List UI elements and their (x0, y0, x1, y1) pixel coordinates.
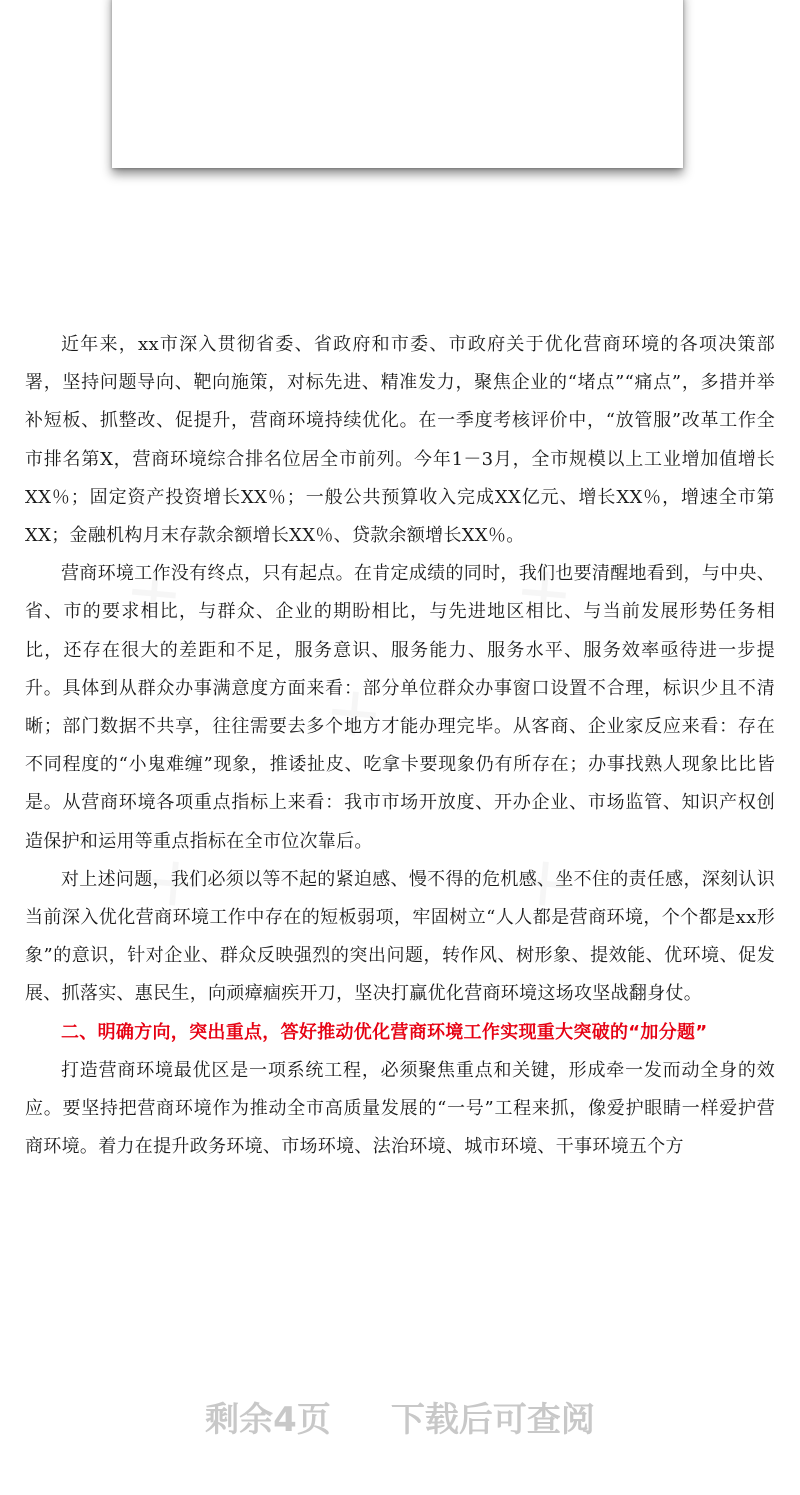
section-heading: 二、明确方向，突出重点，答好推动优化营商环境工作实现重大突破的“加分题” (61, 1021, 708, 1043)
previous-page-card (112, 0, 683, 168)
download-prompt[interactable] (0, 1392, 800, 1441)
download-hint-label: 下载后可查阅 (390, 1400, 595, 1440)
paragraph-4: 打造营商环境最优区是一项系统工程，必须聚焦重点和关键，形成牵一发而动全身的效应。要坚持把营商环境作为推动全市高质量发展的“一号”工程来抓，像爱护眼睛一样爱护营商环境。着力在提升政务环境、市场环境、法治环境、城市环境、干事环境五个方 (25, 1059, 775, 1158)
remaining-pages-label: 剩余4页 (205, 1400, 331, 1440)
paragraph-2: 营商环境工作没有终点，只有起点。在肯定成绩的同时，我们也要清醒地看到，与中央、省、市的要求相比，与群众、企业的期盼相比，与先进地区相比、与当前发展形势任务相比，还存在很大的差距和不足，服务意识、服务能力、服务水平、服务效率亟待进一步提升。具体到从群众办事满意度方面来看：部分单位群众办事窗口设置不合理，标识少且不清晰；部门数据不共享，往往需要去多个地方才能办理完毕。从客商、企业家反应来看：存在不同程度的“小鬼难缠”现象，推诿扯皮、吃拿卡要现象仍有所存在；办事找熟人现象比比皆是。从营商环境各项重点指标上来看：我市市场开放度、开办企业、市场监管、知识产权创造保护和运用等重点指标在全市位次靠后。 (25, 563, 775, 852)
paragraph-3: 对上述问题，我们必须以等不起的紧迫感、慢不得的危机感、坐不住的责任感，深刻认识当前深入优化营商环境工作中存在的短板弱项，牢固树立“人人都是营商环境，个个都是xx形象”的意识，针对企业、群众反映强烈的突出问题，转作风、树形象、提效能、优环境、促发展、抓落实、惠民生，向顽瘴痼疾开刀，坚决打赢优化营商环境这场攻坚战翻身仗。 (25, 868, 775, 1005)
document-body (25, 326, 775, 1166)
previous-page-cut-text (154, 0, 654, 6)
paragraph-1: 近年来，xx市深入贯彻省委、省政府和市委、市政府关于优化营商环境的各项决策部署，坚持问题导向、靶向施策，对标先进、精准发力，聚焦企业的“堵点”“痛点”，多措并举补短板、抓整改、促提升，营商环境持续优化。在一季度考核评价中，“放管服”改革工作全市排名第X，营商环境综合排名位居全市前列。今年1－3月，全市规模以上工业增加值增长XX％；固定资产投资增长XX％；一般公共预算收入完成XX亿元、增长XX％，增速全市第XX；金融机构月末存款余额增长XX％、贷款余额增长XX％。 (25, 334, 775, 547)
